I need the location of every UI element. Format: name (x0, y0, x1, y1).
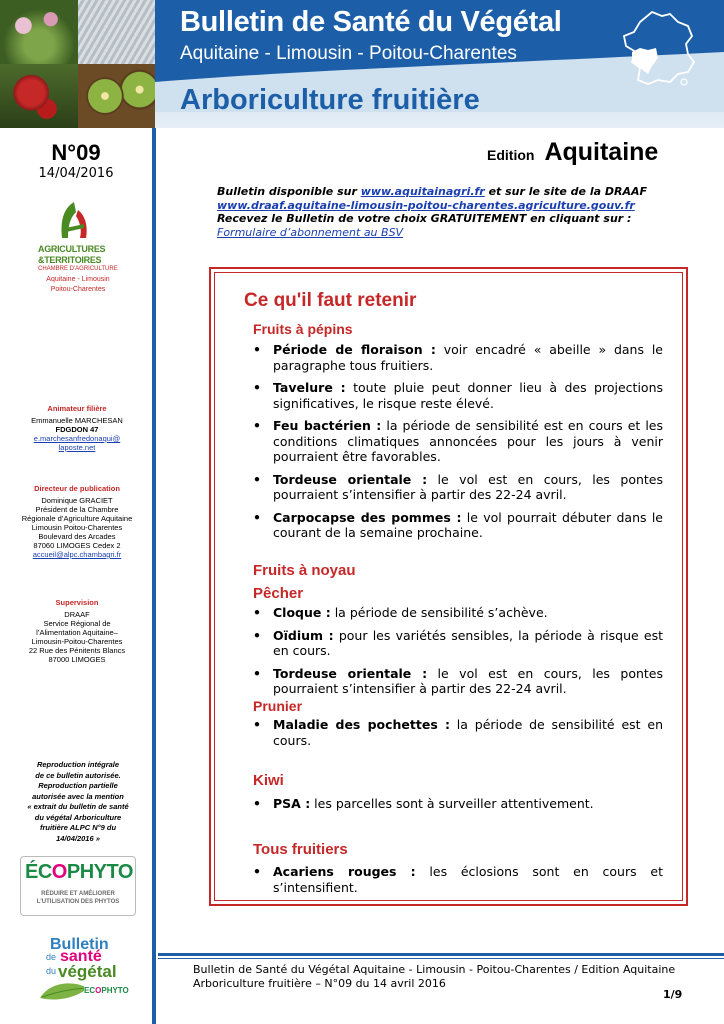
chambre-logo-line5: Poitou-Charentes (50, 286, 106, 293)
supervision-line: l’Alimentation Aquitaine– (36, 628, 118, 637)
left-column-rule (152, 128, 156, 1024)
cherries-photo (0, 64, 78, 128)
section-tous-fruitiers: Tous fruitiers (253, 841, 348, 858)
item-term: Tordeuse orientale : (273, 471, 428, 487)
availability-notice (217, 185, 687, 239)
list-item (253, 342, 663, 373)
page-header (0, 0, 724, 128)
item-term: Feu bactérien : (273, 418, 382, 433)
apple-blossom-photo (0, 0, 78, 64)
bsv-logo-ecophyto (84, 986, 129, 995)
item-term: Maladie des pochettes : (273, 717, 450, 732)
retain-title: Ce qu'il faut retenir (244, 290, 417, 311)
orchard-net-photo (78, 0, 155, 64)
reproduction-line: Reproduction intégrale (36, 760, 120, 769)
animateur-email-link[interactable]: e.marchesanfredonaqui@ (33, 434, 121, 443)
item-term: Tavelure : (273, 380, 346, 395)
reproduction-line: de ce bulletin autorisée. (35, 770, 121, 780)
edition-value: Aquitaine (544, 138, 659, 166)
edition-heading (487, 138, 658, 167)
reproduction-line: du végétal Arboriculture (34, 812, 122, 822)
pepins-list (253, 342, 663, 548)
animateur-email-link-cont[interactable]: laposte.net (58, 443, 96, 452)
subsection-prunier: Prunier (253, 698, 303, 714)
ecophyto-word-pre: ÉC (25, 861, 52, 883)
chambre-agriculture-logo (38, 200, 118, 305)
issue-date: 14/04/2016 (38, 166, 114, 181)
list-item (253, 472, 663, 503)
footer-rule (158, 953, 724, 956)
pecher-list (253, 605, 663, 704)
item-text: voir encadré « abeille » dans le paragraphe tous fruitiers. (273, 342, 663, 373)
region-subtitle: Aquitaine - Limousin - Poitou-Charentes (180, 43, 517, 64)
topic-title: Arboriculture fruitière (180, 84, 480, 116)
directeur-line: Limousin Poitou-Charentes (31, 523, 123, 532)
directeur-line: Dominique GRACIET (41, 496, 113, 505)
item-text: les éclosions sont en cours et s’intensifient. (273, 864, 663, 895)
bsv-logo (36, 936, 129, 1008)
reproduction-line: 14/04/2016 » (56, 833, 100, 843)
bsv-logo-du: du (46, 966, 57, 976)
section-fruits-pepins: Fruits à pépins (253, 321, 353, 337)
footer-rule-thin (158, 958, 724, 959)
item-text: la période de sensibilité est en cours et les conditions climatiques annoncées pour les jours à venir pourraient être favorables. (273, 418, 663, 464)
list-item (253, 864, 663, 895)
page-number: 1/9 (663, 988, 683, 1001)
ecophyto-word-o: O (51, 861, 67, 883)
item-text: toute pluie peut donner lieu à des projections significatives, le risque reste élevé. (273, 380, 663, 411)
reproduction-notice (8, 760, 148, 844)
tous-fruitiers-list (253, 864, 663, 902)
header-photo-collage (0, 0, 155, 128)
supervision-heading: Supervision (55, 598, 99, 607)
reproduction-line: autorisée avec la mention (32, 791, 124, 801)
issue-number: N°09 (51, 140, 101, 165)
item-text: la période de sensibilité est en cours. (273, 717, 663, 748)
list-item (253, 510, 663, 541)
item-term: Carpocapse des pommes : (273, 509, 462, 525)
ecophyto-word-post: PHYTO (66, 861, 133, 883)
bsv-logo-sante: santé (60, 948, 102, 965)
item-text: les parcelles sont à surveiller attentivement. (310, 796, 594, 811)
supervision-block (2, 598, 152, 664)
list-item (253, 418, 663, 465)
directeur-line: Président de la Chambre (35, 505, 119, 514)
item-text: le vol est en cours, les pontes pourraient s’intensifier à partir des 22-24 avril. (273, 665, 663, 696)
france-map-icon (618, 8, 700, 90)
reproduction-line: fruitière ALPC N°9 du (39, 823, 117, 832)
item-text: le vol est en cours, les pontes pourraient s’intensifier à partir des 22-24 avril. (273, 471, 663, 502)
list-item (253, 380, 663, 411)
kiwi-photo (78, 64, 155, 128)
chambre-logo-line4: Aquitaine - Limousin (46, 276, 110, 283)
subscription-form-link[interactable]: Formulaire d’abonnement au BSV (217, 225, 404, 239)
animateur-name: Emmanuelle MARCHESAN (31, 416, 123, 425)
directeur-email-link[interactable]: accueil@alpc.chambagri.fr (32, 550, 122, 559)
item-text: la période de sensibilité s’achève. (330, 605, 548, 620)
ecophyto-logo (20, 856, 136, 916)
ecophyto-wordmark (25, 861, 133, 884)
reproduction-line: Reproduction partielle (38, 781, 118, 790)
chambre-logo-line3: CHAMBRE D'AGRICULTURE (38, 266, 118, 272)
item-term: Tordeuse orientale : (273, 665, 428, 681)
section-fruits-noyau: Fruits à noyau (253, 562, 356, 579)
animateur-heading: Animateur filière (47, 404, 107, 413)
availability-text: Bulletin disponible sur (217, 185, 361, 198)
list-item (253, 717, 663, 748)
animateur-org: FDGDON 47 (55, 425, 99, 434)
item-term: Oïdium : (273, 627, 334, 643)
list-item (253, 605, 663, 621)
directeur-line: Régionale d’Agriculture Aquitaine (21, 514, 133, 523)
bulletin-title: Bulletin de Santé du Végétal (180, 6, 562, 38)
directeur-line: Boulevard des Arcades (38, 532, 116, 541)
edition-label: Edition (487, 147, 535, 163)
bsv-logo-de: de (46, 952, 57, 962)
draaf-link[interactable]: www.draaf.aquitaine-limousin-poitou-charentes.agriculture.gouv.fr (217, 198, 635, 212)
aquitainagri-link[interactable]: www.aquitainagri.fr (360, 185, 485, 198)
chambre-logo-line1: AGRICULTURES (38, 244, 106, 254)
subscribe-instruction: Recevez le Bulletin de votre choix GRATUITEMENT en cliquant sur : (217, 212, 632, 225)
directeur-heading: Directeur de publication (34, 484, 120, 493)
supervision-line: Limousin-Poitou-Charentes (31, 637, 123, 646)
ecophyto-tagline2: L'UTILISATION DES PHYTOS (36, 899, 120, 905)
availability-line1 (217, 185, 687, 199)
prunier-list (253, 717, 663, 755)
list-item (253, 666, 663, 697)
chambre-logo-line2: &TERRITOIRES (38, 255, 102, 265)
footer-line1: Bulletin de Santé du Végétal Aquitaine - Limousin - Poitou-Charentes / Edition Aquitaine (193, 963, 676, 976)
bsv-ecophyto-post: PHYTO (101, 986, 129, 995)
supervision-line: 22 Rue des Pénitents Blancs (28, 646, 126, 655)
supervision-line: DRAAF (64, 610, 90, 619)
supervision-line: 87000 LIMOGES (48, 655, 106, 664)
item-term: Période de floraison : (273, 342, 436, 357)
animateur-block (2, 404, 152, 452)
item-text: pour les variétés sensibles, la période à risque est en cours. (273, 627, 663, 658)
availability-text: et sur le site de la DRAAF (484, 185, 648, 198)
supervision-line: Service Régional de (43, 619, 111, 628)
kiwi-list (253, 796, 663, 819)
bsv-logo-bulletin: Bulletin (50, 936, 109, 953)
list-item (253, 628, 663, 659)
bsv-ecophyto-o: O (95, 986, 102, 995)
item-term: PSA : (273, 796, 311, 811)
list-item (253, 796, 663, 812)
directeur-block (2, 484, 152, 559)
subsection-pecher: Pêcher (253, 585, 304, 602)
directeur-line: 87060 LIMOGES Cedex 2 (33, 541, 121, 550)
item-term: Acariens rouges : (273, 864, 416, 879)
footer-line2: Arboriculture fruitière – N°09 du 14 avril 2016 (193, 977, 446, 990)
ecophyto-tagline1: RÉDUIRE ET AMÉLIORER (41, 891, 115, 897)
item-text: le vol pourrait débuter dans le courant de la semaine prochaine. (273, 509, 663, 540)
reproduction-line: « extrait du bulletin de santé (27, 802, 129, 811)
bsv-ecophyto-pre: EC (84, 986, 96, 995)
section-kiwi: Kiwi (253, 772, 284, 789)
chambre-a-logo-icon (56, 200, 92, 240)
item-term: Cloque : (273, 605, 331, 620)
bsv-leaf-icon (38, 980, 90, 1002)
bsv-logo-vegetal: végétal (58, 962, 117, 981)
